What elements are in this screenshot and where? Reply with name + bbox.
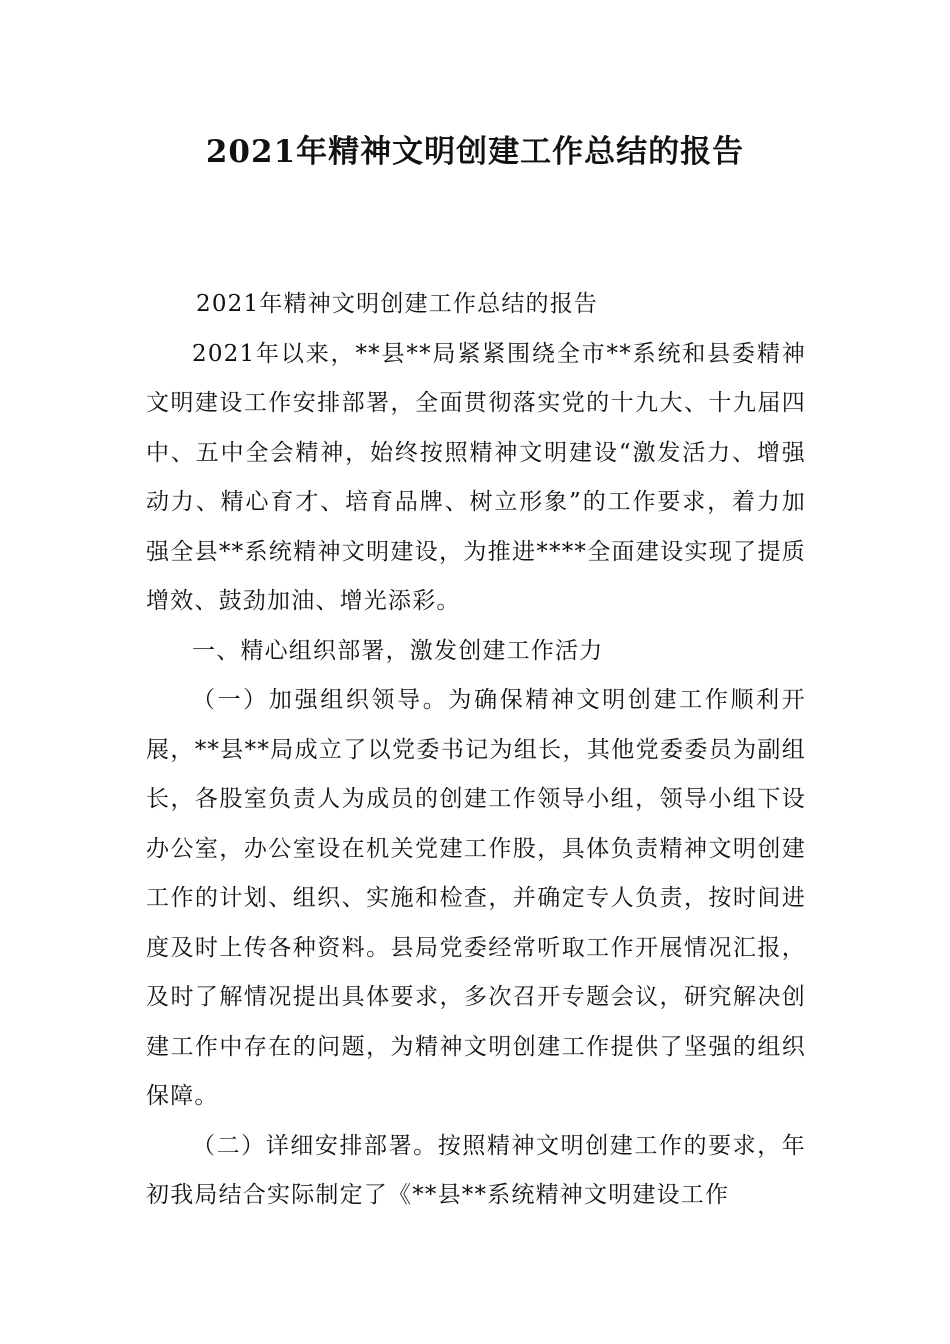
body-subtitle: 2021年精神文明创建工作总结的报告 xyxy=(196,291,599,317)
document-title: 2021年精神文明创建工作总结的报告 xyxy=(205,134,745,170)
section-heading-1: 一、精心组织部署，激发创建工作活力 xyxy=(192,637,604,664)
subsection-paragraph-1: （一）加强组织领导。为确保精神文明创建工作顺利开展，**县**局成立了以党委书记为组长，其他党委委员为副组长，各股室负责人为成员的创建工作领导小组，领导小组下设办公室，办公室设在机关党建工作股，具体负责精神文明创建工作的计划、组织、实施和检查，并确定专人负责，按时间进度及时上传各种资料。县局党委经常听取工作开展情况汇报，及时了解情况提出具体要求，多次召开专题会议，研究解决创建工作中存在的问题，为精神文明创建工作提供了坚强的组织保障。 xyxy=(146,687,806,1109)
document-body xyxy=(146,280,806,1221)
subsection-paragraph-2: （二）详细安排部署。按照精神文明创建工作的要求，年初我局结合实际制定了《**县**系统精神文明建设工作 xyxy=(146,1132,806,1208)
intro-paragraph: 2021年以来，**县**局紧紧围绕全市**系统和县委精神文明建设工作安排部署，全面贯彻落实党的十九大、十九届四中、五中全会精神，始终按照精神文明建设“激发活力、增强动力、精心育才、培育品牌、树立形象”的工作要求，着力加强全县**系统精神文明建设，为推进****全面建设实现了提质增效、鼓劲加油、增光添彩。 xyxy=(146,340,806,614)
